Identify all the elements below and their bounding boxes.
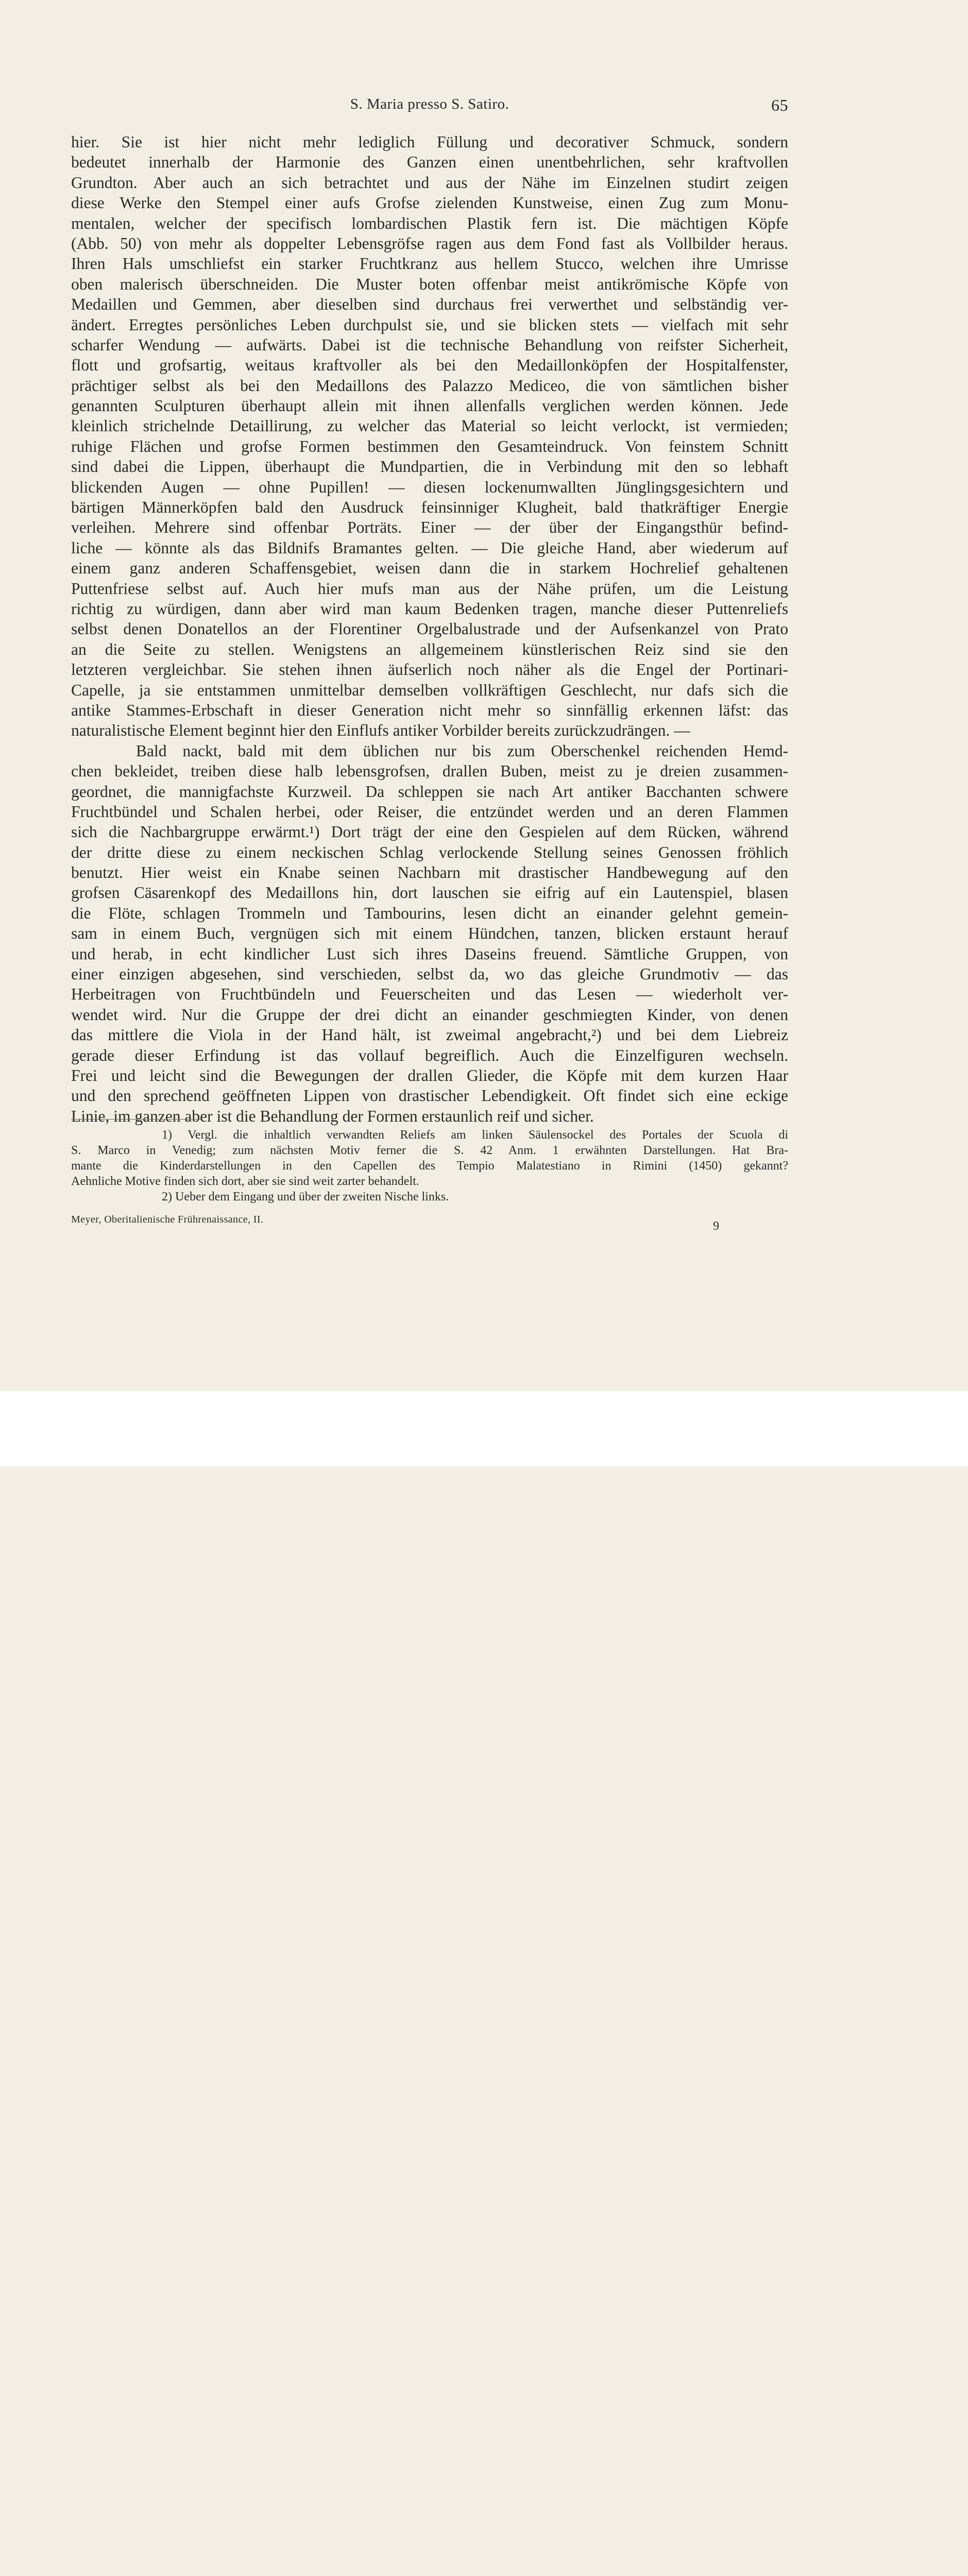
text-line: genannten Sculpturen überhaupt allein mit ihnen allenfalls verglichen werden können. Jede (71, 397, 788, 415)
text-line: Grundton. Aber auch an sich betrachtet und aus der Nähe im Einzelnen studirt zeigen (71, 173, 788, 192)
running-title: S. Maria presso S. Satiro. (350, 96, 510, 112)
text-line: und den sprechend geöffneten Lippen von drastischer Lebendigkeit. Oft findet sich eine eckige (71, 1087, 788, 1105)
footnote-line: mante die Kinderdarstellungen in den Capellen des Tempio Malatestiano in Rimini (1450) gekannt? (71, 1159, 788, 1173)
text-line: hier. Sie ist hier nicht mehr lediglich Füllung und decorativer Schmuck, sondern (71, 133, 788, 151)
text-line: ruhige Flächen und grofse Formen bestimmen den Gesamteindruck. Von feinstem Schnitt (71, 437, 788, 455)
text-line: sam in einem Buch, vergnügen sich mit einem Hündchen, tanzen, blicken erstaunt herauf (71, 924, 788, 943)
text-line: einer einzigen abgesehen, sind verschieden, selbst da, wo das gleiche Grundmotiv — das (71, 965, 788, 984)
text-line: richtig zu würdigen, dann aber wird man kaum Bedenken tragen, manche dieser Puttenreliefs (71, 599, 788, 618)
footnotes (71, 1127, 788, 1205)
text-line: (Abb. 50) von mehr als doppelter Lebensgröfse ragen aus dem Fond fast als Vollbilder heraus. (71, 234, 788, 252)
text-line: chen bekleidet, treiben diese halb lebensgrofsen, drallen Buben, meist zu je dreien zusammen- (71, 762, 788, 781)
text-line: sind dabei die Lippen, überhaupt die Mundpartien, die in Verbindung mit den so lebhaft (71, 457, 788, 476)
text-line: flott und grofsartig, weitaus kraftvoller als bei den Medaillonköpfen der Hospitalfenster, (71, 356, 788, 375)
text-line: grofsen Cäsarenkopf des Medaillons hin, dort lauschen sie eifrig auf ein Lautenspiel, blasen (71, 884, 788, 902)
text-line: oben malerisch überschneiden. Die Muster boten offenbar meist antikrömische Köpfe von (71, 275, 788, 293)
text-line: scharfer Wendung — aufwärts. Dabei ist die technische Behandlung von reifster Sicherheit, (71, 335, 788, 354)
text-line: Herbeitragen von Fruchtbündeln und Feuerscheiten und das Lesen — wiederholt ver- (71, 985, 788, 1004)
text-line: letzteren vergleichbar. Sie stehen ihnen äufserlich noch näher als die Engel der Portinari- (71, 660, 788, 679)
text-line: Linie, im ganzen aber ist die Behandlung der Formen erstaunlich reif und sicher. (71, 1107, 594, 1125)
text-line: Capelle, ja sie entstammen unmittelbar demselben vollkräftigen Geschlecht, nur dafs sich die (71, 681, 788, 699)
text-line: und herab, in echt kindlicher Lust sich ihres Daseins freuend. Sämtliche Gruppen, von (71, 944, 788, 963)
text-line: verleihen. Mehrere sind offenbar Porträts. Einer — der über der Eingangsthür befind- (71, 518, 788, 537)
text-line: bedeutet innerhalb der Harmonie des Ganzen einen unentbehrlichen, sehr kraftvollen (71, 153, 788, 172)
footnote-line: 1) Vergl. die inhaltlich verwandten Reliefs am linken Säulensockel des Portales der Scuola di (162, 1128, 788, 1142)
text-line: Medaillen und Gemmen, aber dieselben sind durchaus frei verwerthet und selbständig ver- (71, 295, 788, 314)
body-text (71, 132, 788, 1126)
text-line: Frei und leicht sind die Bewegungen der drallen Glieder, die Köpfe mit dem kurzen Haar (71, 1066, 788, 1084)
text-line: der dritte diese zu einem neckischen Schlag verlockende Stellung seines Genossen fröhlich (71, 843, 788, 861)
text-line: prächtiger selbst als bei den Medaillons des Palazzo Mediceo, die von sämtlichen bisher (71, 376, 788, 395)
text-line: blickenden Augen — ohne Pupillen! — diesen lockenumwallten Jünglingsgesichtern und (71, 478, 788, 496)
text-line: antike Stammes-Erbschaft in dieser Generation nicht mehr so sinnfällig erkennen läfst: das (71, 701, 788, 719)
text-line: selbst denen Donatellos an der Florentiner Orgelbalustrade und der Aufsenkanzel von Prato (71, 620, 788, 638)
text-line: Fruchtbündel und Schalen herbei, oder Reiser, die entzündet werden und an deren Flammen (71, 802, 788, 821)
page-number: 65 (771, 96, 788, 114)
footnote-line: 2) Ueber dem Eingang und über der zweiten Nische links. (162, 1190, 449, 1204)
text-line: an die Seite zu stellen. Wenigstens an allgemeinem künstlerischen Reiz sind sie den (71, 640, 788, 658)
footnote-divider (71, 1119, 201, 1120)
text-line: geordnet, die mannigfachste Kurzweil. Da schleppen sie nach Art antiker Bacchanten schwere (71, 782, 788, 801)
text-line: diese Werke den Stempel einer aufs Grofse zielenden Kunstweise, einen Zug zum Monu- (71, 194, 788, 212)
printer-signature: Meyer, Oberitalienische Frührenaissance, II. (71, 1214, 264, 1225)
signature-number: 9 (713, 1219, 719, 1233)
text-line: benutzt. Hier weist ein Knabe seinen Nachbarn mit drastischer Handbewegung auf den (71, 863, 788, 882)
text-line: liche — könnte als das Bildnifs Bramantes gelten. — Die gleiche Hand, aber wiederum auf (71, 538, 788, 557)
text-line: Bald nackt, bald mit dem üblichen nur bis zum Oberschenkel reichenden Hemd- (136, 741, 788, 760)
text-line: Puttenfriese selbst auf. Auch hier mufs man aus der Nähe prüfen, um die Leistung (71, 579, 788, 598)
digitization-footer (0, 1391, 968, 1466)
text-line: bärtigen Männerköpfen bald den Ausdruck feinsinniger Klugheit, bald thatkräftiger Energie (71, 498, 788, 517)
text-line: wendet wird. Nur die Gruppe der drei dicht an einander geschmiegten Kinder, von denen (71, 1005, 788, 1024)
text-line: einem ganz anderen Schaffensgebiet, weisen dann die in starkem Hochrelief gehaltenen (71, 559, 788, 578)
footnote-line: S. Marco in Venedig; zum nächsten Motiv ferner die S. 42 Anm. 1 erwähnten Darstellungen. Hat Bra- (71, 1144, 788, 1157)
text-line: die Flöte, schlagen Trommeln und Tambourins, lesen dicht an einander gelehnt gemein- (71, 904, 788, 922)
text-line: sich die Nachbargruppe erwärmt.¹) Dort trägt der eine den Gespielen auf dem Rücken, während (71, 823, 788, 841)
text-line: naturalistische Element beginnt hier den Einflufs antiker Vorbilder bereits zurückzudrängen. — (71, 721, 690, 740)
running-head (71, 96, 788, 116)
text-line: kleinlich strichelnde Detaillirung, zu welcher das Material so leicht verlockt, ist vermieden; (71, 417, 788, 435)
text-line: ändert. Erregtes persönliches Leben durchpulst sie, und sie blicken stets — vielfach mit sehr (71, 315, 788, 334)
text-line: mentalen, welcher der specifisch lombardischen Plastik fern ist. Die mächtigen Köpfe (71, 214, 788, 232)
text-line: Ihren Hals umschliefst ein starker Fruchtkranz aus hellem Stucco, welchen ihre Umrisse (71, 255, 788, 273)
text-line: das mittlere die Viola in der Hand hält, ist zweimal angebracht,²) und bei dem Liebreiz (71, 1026, 788, 1044)
footnote-line: Aehnliche Motive finden sich dort, aber sie sind weit zarter behandelt. (71, 1175, 419, 1188)
text-line: gerade dieser Erfindung ist das vollauf begreiflich. Auch die Einzelfiguren wechseln. (71, 1046, 788, 1064)
